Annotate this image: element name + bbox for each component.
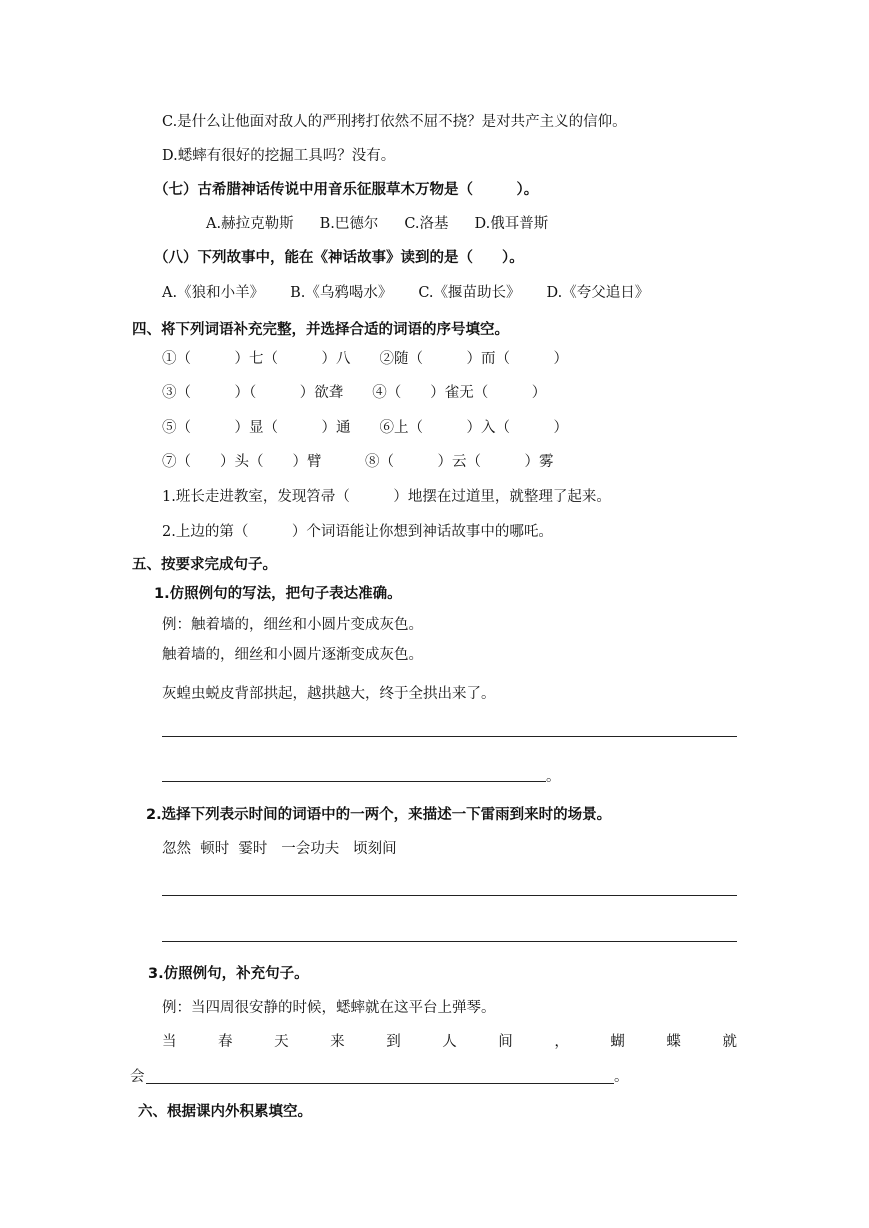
- task-3-spread-sentence: [162, 1032, 737, 1052]
- section-4-question-2: 2.上边的第（ ）个词语能让你想到神话故事中的哪吒。: [162, 524, 553, 540]
- task-1-prompt: 灰蝗虫蜕皮背部拱起，越拱越大，终于全拱出来了。: [162, 686, 496, 702]
- q7-option-c: C.洛基: [404, 216, 449, 232]
- spread-char: 间: [498, 1034, 513, 1050]
- answer-line[interactable]: [162, 895, 737, 896]
- spread-char: 就: [722, 1034, 737, 1050]
- word-fill-row-2: ③（ ）（ ）欲聋 ④（ ）雀无（ ）: [162, 385, 547, 401]
- answer-line[interactable]: [162, 781, 546, 782]
- section-4-question-1: 1.班长走进教室，发现笤帚（ ）地摆在过道里，就整理了起来。: [162, 489, 611, 505]
- question-7-options: [206, 214, 574, 234]
- q8-option-c: C.《揠苗助长》: [418, 285, 521, 301]
- question-7: （七）古希腊神话传说中用音乐征服草木万物是（ ）。: [154, 182, 539, 198]
- question-8-options: [162, 283, 675, 303]
- word-fill-row-3: ⑤（ ）显（ ）通 ⑥上（ ）入（ ）: [162, 420, 568, 436]
- section-5-heading: 五、按要求完成句子。: [132, 557, 277, 573]
- spread-char: 人: [442, 1034, 457, 1050]
- spread-char: 天: [274, 1034, 289, 1050]
- task-1-example: 例：触着墙的，细丝和小圆片变成灰色。: [162, 617, 423, 633]
- q8-option-a: A.《狼和小羊》: [162, 285, 265, 301]
- task-2-word-list: 忽然 顿时 霎时 一会功夫 顷刻间: [162, 841, 397, 857]
- task-1-end-mark: 。: [546, 769, 561, 785]
- task-3-title: 3.仿照例句，补充句子。: [148, 966, 309, 982]
- task-2-title: 2.选择下列表示时间的词语中的一两个，来描述一下雷雨到来时的场景。: [146, 807, 612, 823]
- q7-option-a: A.赫拉克勒斯: [206, 216, 294, 232]
- task-1-example-answer: 触着墙的，细丝和小圆片逐渐变成灰色。: [162, 647, 423, 663]
- answer-line[interactable]: [162, 941, 737, 942]
- spread-char: 春: [218, 1034, 233, 1050]
- option-c-text: C.是什么让他面对敌人的严刑拷打依然不屈不挠？是对共产主义的信仰。: [162, 114, 627, 130]
- q7-option-b: B.巴德尔: [319, 216, 379, 232]
- section-4-heading: 四、将下列词语补充完整，并选择合适的词语的序号填空。: [132, 322, 509, 338]
- task-3-example: 例：当四周很安静的时候，蟋蟀就在这平台上弹琴。: [162, 1000, 496, 1016]
- task-3-continuation: 会: [130, 1069, 145, 1085]
- word-fill-row-1: ①（ ）七（ ）八 ②随（ ）而（ ）: [162, 351, 568, 367]
- answer-line[interactable]: [146, 1083, 614, 1084]
- option-d-text: D.蟋蟀有很好的挖掘工具吗？没有。: [162, 148, 396, 164]
- question-8: （八）下列故事中，能在《神话故事》读到的是（ ）。: [154, 250, 524, 266]
- spread-char: 蝶: [666, 1034, 681, 1050]
- task-3-end-mark: 。: [614, 1069, 629, 1085]
- spread-char: 当: [162, 1034, 177, 1050]
- section-6-heading: 六、根据课内外积累填空。: [138, 1104, 312, 1120]
- q8-option-b: B.《乌鸦喝水》: [290, 285, 393, 301]
- spread-char: 来: [330, 1034, 345, 1050]
- q8-option-d: D.《夸父追日》: [546, 285, 650, 301]
- spread-char: ，: [554, 1034, 569, 1050]
- q7-option-d: D.俄耳普斯: [474, 216, 549, 232]
- word-fill-row-4: ⑦（ ）头（ ）臂 ⑧（ ）云（ ）雾: [162, 454, 554, 470]
- answer-line[interactable]: [162, 736, 737, 737]
- spread-char: 蝴: [610, 1034, 625, 1050]
- spread-char: 到: [386, 1034, 401, 1050]
- task-1-title: 1.仿照例句的写法，把句子表达准确。: [154, 586, 402, 602]
